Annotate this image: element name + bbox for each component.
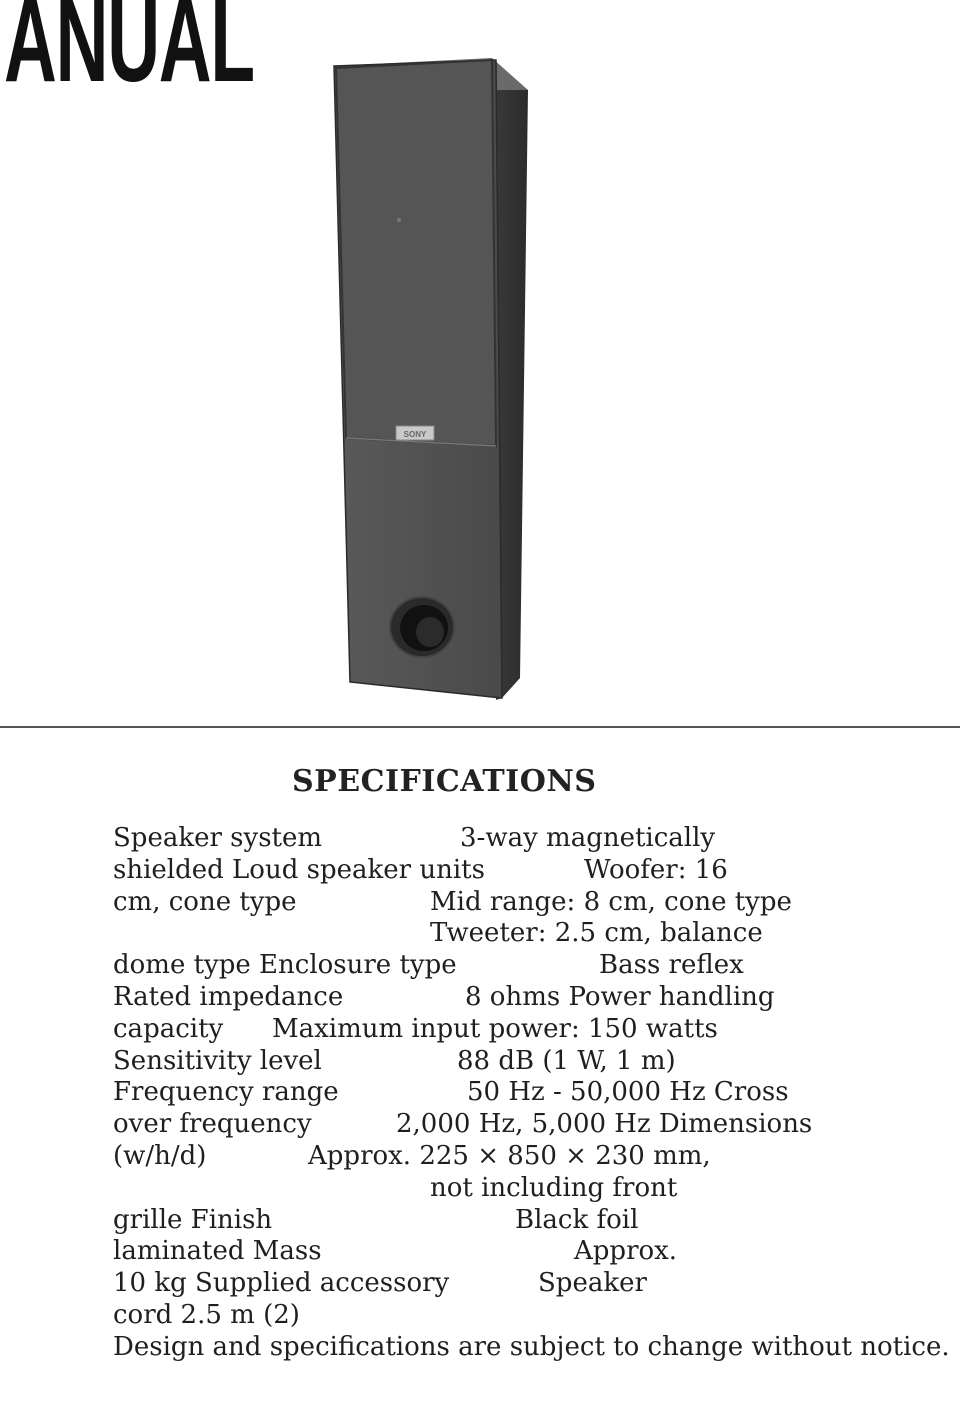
spec-line-value: Approx. 225 × 850 × 230 mm,: [308, 1140, 711, 1171]
spec-line-value: Mid range: 8 cm, cone type: [430, 886, 792, 917]
specifications-heading: SPECIFICATIONS: [292, 764, 597, 799]
spec-line-value: Speaker: [538, 1268, 647, 1299]
spec-line-value: Bass reflex: [599, 950, 744, 981]
spec-line: [113, 1300, 933, 1332]
spec-line: [113, 887, 933, 919]
spec-line: [113, 855, 933, 887]
spec-line: [113, 1077, 933, 1109]
spec-line-label: cord 2.5 m (2): [113, 1299, 300, 1330]
spec-line-value: Woofer: 16: [584, 854, 728, 885]
spec-line-label: dome type Enclosure type: [113, 950, 457, 981]
specifications-list: [113, 823, 950, 1364]
spec-line-label: capacity: [113, 1013, 224, 1044]
speaker-image: [320, 50, 540, 705]
spec-line-value: Maximum input power: 150 watts: [272, 1013, 718, 1044]
spec-line: [113, 918, 933, 950]
spec-line: [113, 982, 933, 1014]
spec-line-label: Rated impedance: [113, 981, 344, 1012]
spec-note: [113, 1331, 950, 1364]
spec-line-label: Frequency range: [113, 1077, 339, 1108]
spec-line-value: 8 ohms Power handling: [465, 981, 775, 1012]
spec-line-label: 10 kg Supplied accessory: [113, 1268, 450, 1299]
spec-note-text: Design and specifications are subject to change without notice.: [113, 1331, 950, 1362]
spec-line-label: Sensitivity level: [113, 1045, 322, 1076]
spec-line-label: shielded Loud speaker units: [113, 854, 485, 885]
spec-line: [113, 1236, 933, 1268]
spec-line-value: 2,000 Hz, 5,000 Hz Dimensions: [396, 1109, 813, 1140]
spec-line-value: Approx.: [574, 1236, 678, 1267]
spec-line-label: laminated Mass: [113, 1236, 322, 1267]
brand-label: SONY: [403, 430, 427, 439]
spec-line: [113, 1268, 933, 1300]
spec-line-label: cm, cone type: [113, 886, 297, 917]
section-divider: [0, 726, 960, 728]
spec-line-label: (w/h/d): [113, 1140, 207, 1171]
spec-line: [113, 1205, 933, 1237]
spec-line-label: over frequency: [113, 1109, 312, 1140]
spec-line: [113, 1173, 933, 1205]
spec-line: [113, 1046, 933, 1078]
spec-line: [113, 823, 933, 855]
spec-line-value: Black foil: [515, 1204, 639, 1235]
spec-line-value: 3-way magnetically: [460, 823, 716, 853]
spec-line-value: 50 Hz - 50,000 Hz Cross: [467, 1077, 789, 1108]
spec-line: [113, 1141, 933, 1173]
spec-line: [113, 1014, 933, 1046]
spec-line-value: Tweeter: 2.5 cm, balance: [430, 918, 763, 949]
spec-line-value: 88 dB (1 W, 1 m): [457, 1045, 676, 1076]
spec-line: [113, 950, 933, 982]
page-header-title: ANUAL: [4, 0, 254, 107]
spec-line-label: grille Finish: [113, 1204, 273, 1235]
spec-line-label: Speaker system: [113, 823, 323, 853]
spec-line: [113, 1109, 933, 1141]
spec-line-value: not including front: [430, 1172, 678, 1203]
